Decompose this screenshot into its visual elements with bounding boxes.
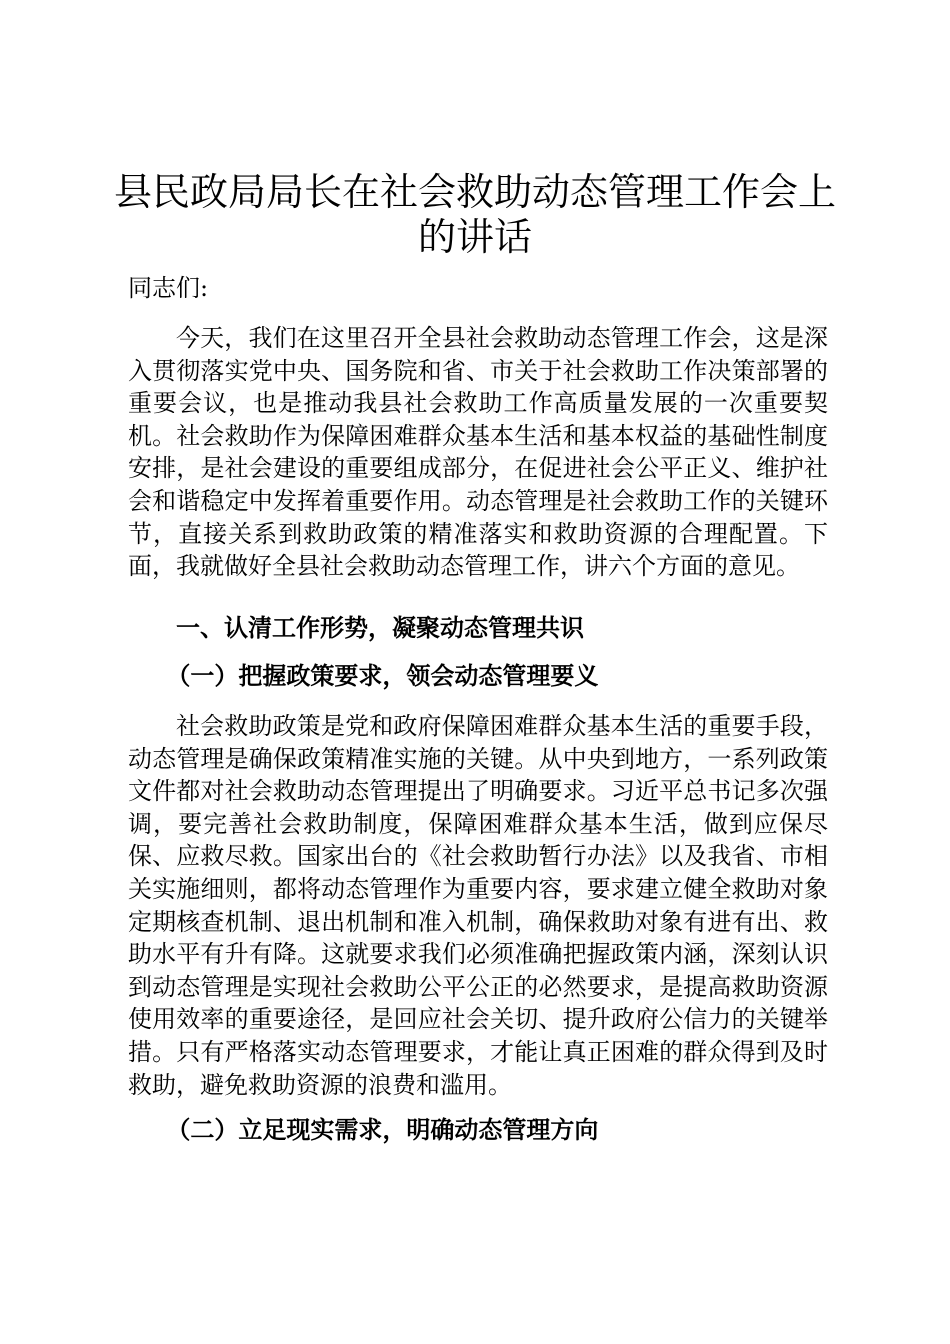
section-heading-1: 一、认清工作形势，凝聚动态管理共识 xyxy=(176,613,584,642)
salutation: 同志们: xyxy=(128,274,209,302)
subsection-heading-1: （一）把握政策要求，领会动态管理要义 xyxy=(166,661,599,690)
body-paragraph-opening: 今天，我们在这里召开全县社会救助动态管理工作会，这是深入贯彻落实党中央、国务院和省、市关于社会救助工作决策部署的重要会议，也是推动我县社会救助工作高质量发展的一次重要契机。社会救助作为保障困难群众基本生活和基本权益的基础性制度安排，是社会建设的重要组成部分，在促进社会公平正义、维护社会和谐稳定中发挥着重要作用。动态管理是社会救助工作的关键环节，直接关系到救助政策的精准落实和救助资源的合理配置。下面，我就做好全县社会救助动态管理工作，讲六个方面的意见。 xyxy=(128,324,828,581)
document-title: 县民政局局长在社会救助动态管理工作会上的讲话 xyxy=(113,170,836,259)
body-paragraph-policy: 社会救助政策是党和政府保障困难群众基本生活的重要手段，动态管理是确保政策精准实施的关键。从中央到地方，一系列政策文件都对社会救助动态管理提出了明确要求。习近平总书记多次强调，要完善社会救助制度，保障困难群众基本生活，做到应保尽保、应救尽救。国家出台的《社会救助暂行办法》以及我省、市相关实施细则，都将动态管理作为重要内容，要求建立健全救助对象定期核查机制、退出机制和准入机制，确保救助对象有进有出、救助水平有升有降。这就要求我们必须准确把握政策内涵，深刻认识到动态管理是实现社会救助公平公正的必然要求，是提高救助资源使用效率的重要途径，是回应社会关切、提升政府公信力的关键举措。只有严格落实动态管理要求，才能让真正困难的群众得到及时救助，避免救助资源的浪费和滥用。 xyxy=(128,712,828,1099)
subsection-heading-2: （二）立足现实需求，明确动态管理方向 xyxy=(166,1115,599,1144)
